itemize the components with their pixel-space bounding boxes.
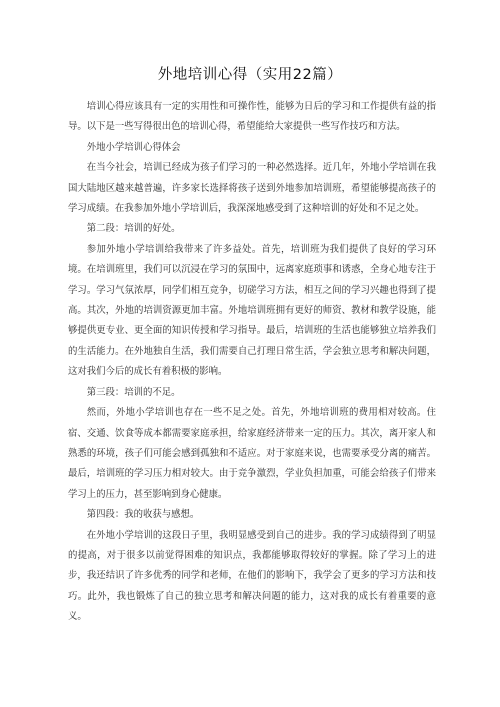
section-heading: 第三段：培训的不足。 [86, 386, 181, 398]
body-paragraph: 然而，外地小学培训也存在一些不足之处。首先，外地培训班的费用相对较高。住宿、交通、饮食等成本都需要家庭承担，给家庭经济带来一定的压力。其次，离开家人和熟悉的环境，孩子们可能会感到孤独和不适应。对于家庭来说，也需要承受分离的痛苦。最后，培训班的学习压力相对较大。由于竞争激烈，学业负担加重，可能会给孩子们带来学习上的压力，甚至影响到身心健康。 [68, 407, 436, 500]
section-heading: 第二段：培训的好处。 [86, 223, 181, 235]
section-heading: 外地小学培训心得体会 [86, 141, 181, 153]
section-heading: 第四段：我的收获与感想。 [86, 509, 200, 521]
body-paragraph: 在当今社会，培训已经成为孩子们学习的一种必然选择。近几年，外地小学培训在我国大陆地区越来越普遍，许多家长选择将孩子送到外地参加培训班，希望能够提高孩子的学习成绩。在我参加外地小学培训后，我深深地感受到了这种培训的好处和不足之处。 [68, 162, 436, 215]
body-paragraph: 在外地小学培训的这段日子里，我明显感受到自己的进步。我的学习成绩得到了明显的提高，对于很多以前觉得困难的知识点，我都能够取得较好的掌握。除了学习上的进步，我还结识了许多优秀的同学和老师，在他们的影响下，我学会了更多的学习方法和技巧。此外，我也锻炼了自己的独立思考和解决问题的能力，这对我的成长有着重要的意义。 [68, 529, 436, 623]
document-body [68, 97, 436, 628]
body-paragraph: 参加外地小学培训给我带来了许多益处。首先，培训班为我们提供了良好的学习环境。在培训班里，我们可以沉浸在学习的氛围中，远离家庭琐事和诱惑，全身心地专注于学习。学习气氛浓厚，同学们相互竞争，切磋学习方法，相互之间的学习兴趣也得到了提高。其次，外地的培训资源更加丰富。外地培训班拥有更好的师资、教材和教学设施，能够提供更专业、更全面的知识传授和学习指导。最后，培训班的生活也能够独立培养我们的生活能力。在外地独自生活，我们需要自己打理日常生活，学会独立思考和解决问题，这对我们今后的成长有着积极的影响。 [68, 243, 436, 378]
document-title: 外地培训心得（实用22篇） [157, 67, 343, 83]
intro-paragraph: 培训心得应该具有一定的实用性和可操作性，能够为日后的学习和工作提供有益的指导。以下是一些写得很出色的培训心得，希望能给大家提供一些写作技巧和方法。 [68, 101, 436, 133]
